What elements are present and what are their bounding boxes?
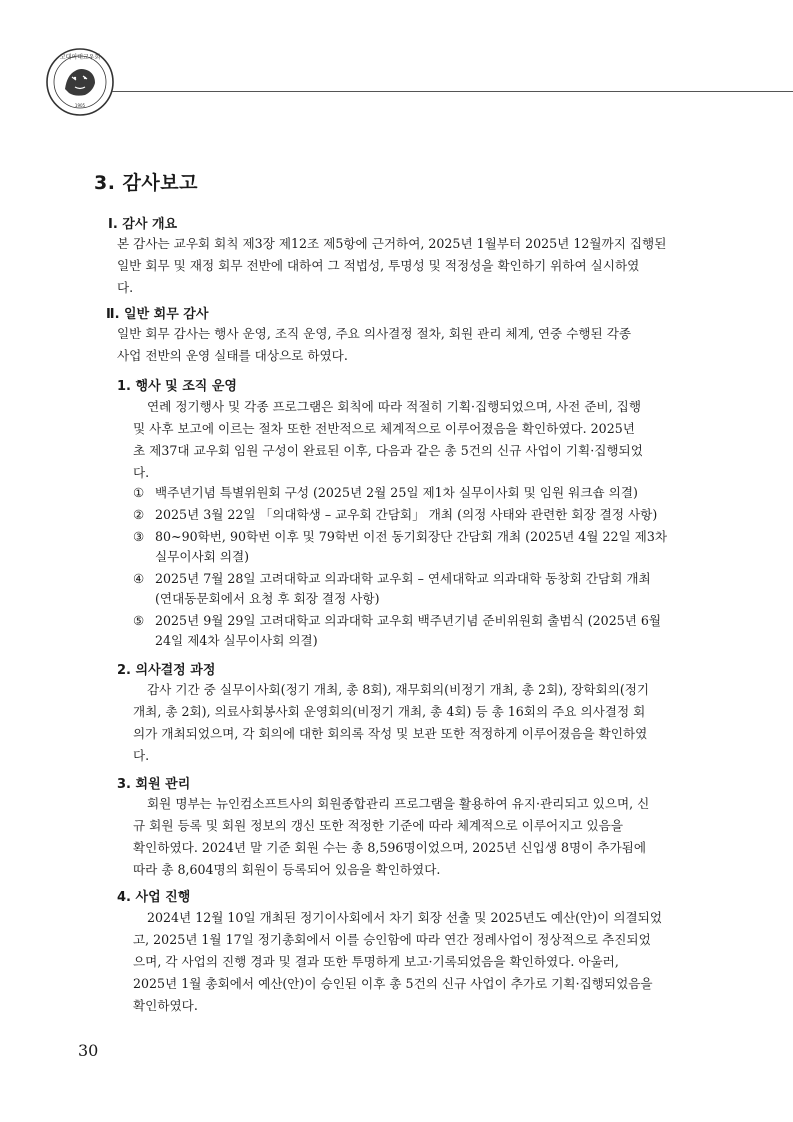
list-item-continuation: 24일 제4차 실무이사회 의결) bbox=[155, 633, 318, 648]
list-item-continuation: (연대동문회에서 요청 후 회장 결정 사항) bbox=[155, 591, 380, 606]
paragraph-line: 2025년 1월 총회에서 예산(안)이 승인된 이후 총 5건의 신규 사업이 추가로 기획·집행되었음을 bbox=[133, 976, 653, 991]
paragraph-line: 일반 회무 및 재정 회무 전반에 대하여 그 적법성, 투명성 및 적정성을 확인하기 위하여 실시하였 bbox=[117, 258, 640, 273]
list-item-text: 2025년 9월 29일 고려대학교 의과대학 교우회 백주년기념 준비위원회 출범식 (2025년 6월 bbox=[155, 613, 662, 628]
paragraph-line: 확인하였다. 2024년 말 기준 회원 수는 총 8,596명이었으며, 2025년 신입생 8명이 추가됨에 bbox=[133, 840, 647, 855]
subsection-heading-1: 1. 행사 및 조직 운영 bbox=[117, 379, 237, 394]
list-marker: ⑤ bbox=[133, 613, 145, 628]
section-title: 3. 감사보고 bbox=[94, 172, 198, 194]
list-marker: ② bbox=[133, 507, 145, 522]
part1-heading: Ⅰ. 감사 개요 bbox=[108, 217, 178, 232]
list-marker: ④ bbox=[133, 571, 145, 586]
paragraph-line: 고, 2025년 1월 17일 정기총회에서 이를 승인함에 따라 연간 정례사업이 정상적으로 추진되었 bbox=[133, 932, 651, 947]
header-divider bbox=[112, 91, 793, 92]
list-item bbox=[133, 483, 638, 503]
paragraph-line: 및 사후 보고에 이르는 절차 또한 전반적으로 체계적으로 이루어졌음을 확인하였다. 2025년 bbox=[133, 421, 635, 436]
list-item-text: 2025년 7월 28일 고려대학교 의과대학 교우회 – 연세대학교 의과대학 동창회 간담회 개최 bbox=[155, 571, 651, 586]
svg-text:1905: 1905 bbox=[74, 103, 86, 108]
paragraph-line: 으며, 각 사업의 진행 경과 및 결과 또한 투명하게 보고·기록되었음을 확인하였다. 아울러, bbox=[133, 954, 619, 969]
page-number: 30 bbox=[78, 1041, 99, 1060]
list-item-text: 80~90학번, 90학번 이후 및 79학번 이전 동기회장단 간담회 개최 (2025년 4월 22일 제3차 bbox=[155, 529, 668, 544]
part2-heading: Ⅱ. 일반 회무 감사 bbox=[106, 307, 209, 322]
paragraph-line: 따라 총 8,604명의 회원이 등록되어 있음을 확인하였다. bbox=[133, 862, 441, 877]
list-marker: ③ bbox=[133, 529, 145, 544]
paragraph-line: 일반 회무 감사는 행사 운영, 조직 운영, 주요 의사결정 절차, 회원 관리 체계, 연중 수행된 각종 bbox=[117, 326, 632, 341]
list-item bbox=[133, 505, 657, 525]
paragraph-line: 규 회원 등록 및 회원 정보의 갱신 또한 적정한 기준에 따라 체계적으로 이루어지고 있음을 bbox=[133, 818, 624, 833]
list-item-text: 백주년기념 특별위원회 구성 (2025년 2월 25일 제1차 실무이사회 및 임원 워크숍 의결) bbox=[155, 485, 638, 500]
svg-text:고대의대교우회: 고대의대교우회 bbox=[59, 54, 101, 61]
paragraph-line: 2024년 12월 10일 개최된 정기이사회에서 차기 회장 선출 및 2025년도 예산(안)이 의결되었 bbox=[147, 910, 662, 925]
paragraph-line: 다. bbox=[133, 748, 150, 763]
paragraph-line: 사업 전반의 운영 실태를 대상으로 하였다. bbox=[117, 348, 348, 363]
paragraph-line: 의가 개최되었으며, 각 회의에 대한 회의록 작성 및 보관 또한 적정하게 이루어졌음을 확인하였 bbox=[133, 726, 648, 741]
paragraph-line: 다. bbox=[133, 465, 150, 480]
paragraph-line: 본 감사는 교우회 회칙 제3장 제12조 제5항에 근거하여, 2025년 1월부터 2025년 12월까지 집행된 bbox=[117, 236, 667, 251]
list-marker: ① bbox=[133, 485, 145, 500]
alumni-association-seal-logo bbox=[45, 47, 115, 117]
subsection-heading-3: 3. 회원 관리 bbox=[117, 777, 191, 792]
list-item-text: 2025년 3월 22일 「의대학생 – 교우회 간담회」 개최 (의정 사태와 관련한 회장 결정 사항) bbox=[155, 507, 658, 522]
paragraph-line: 초 제37대 교우회 임원 구성이 완료된 이후, 다음과 같은 총 5건의 신규 사업이 기획·집행되었 bbox=[133, 443, 643, 458]
list-item bbox=[133, 611, 661, 631]
list-item-continuation: 실무이사회 의결) bbox=[155, 549, 250, 564]
list-item bbox=[133, 527, 667, 547]
paragraph-line: 감사 기간 중 실무이사회(정기 개최, 총 8회), 재무회의(비정기 개최, 총 2회), 장학회의(정기 bbox=[147, 682, 650, 697]
list-item bbox=[133, 569, 651, 589]
paragraph-line: 회원 명부는 뉴인컴소프트사의 회원종합관리 프로그램을 활용하여 유지·관리되고 있으며, 신 bbox=[147, 796, 650, 811]
paragraph-line: 개최, 총 2회), 의료사회봉사회 운영회의(비정기 개최, 총 4회) 등 총 16회의 주요 의사결정 회 bbox=[133, 704, 646, 719]
paragraph-line: 다. bbox=[117, 280, 134, 295]
subsection-heading-2: 2. 의사결정 과정 bbox=[117, 663, 216, 678]
subsection-heading-4: 4. 사업 진행 bbox=[117, 890, 191, 905]
paragraph-line: 연례 정기행사 및 각종 프로그램은 회칙에 따라 적절히 기획·집행되었으며, 사전 준비, 집행 bbox=[147, 399, 642, 414]
paragraph-line: 확인하였다. bbox=[133, 998, 198, 1013]
